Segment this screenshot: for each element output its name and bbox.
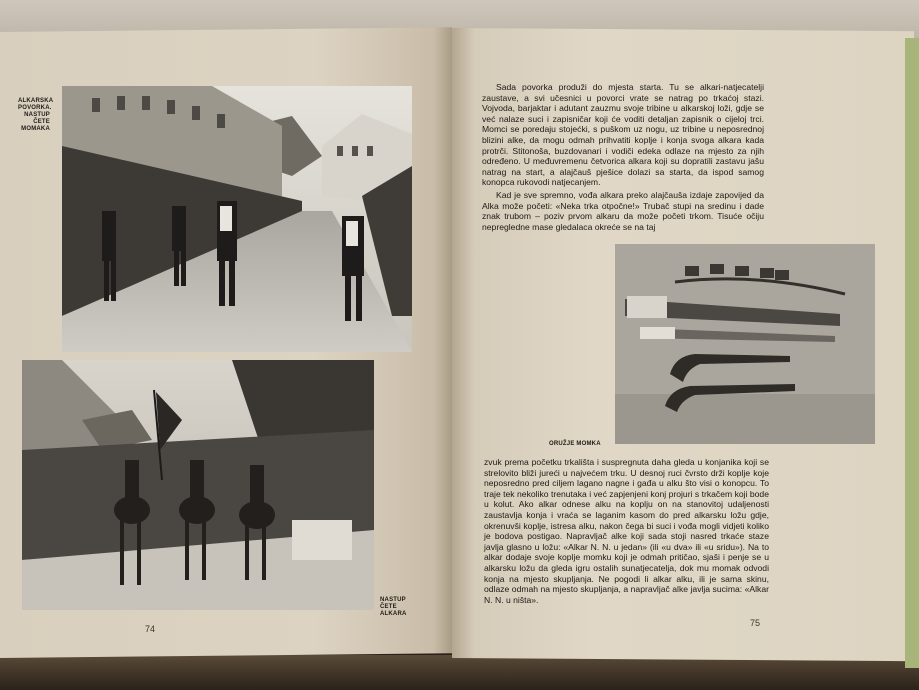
caption-line: NASTUP bbox=[380, 597, 406, 603]
caption-line: NASTUP bbox=[24, 112, 50, 118]
caption-line: ČETE bbox=[380, 604, 397, 610]
caption-nastup-cete-alkara bbox=[380, 597, 420, 618]
text-column-bottom bbox=[484, 457, 769, 605]
caption-line: ALKARSKA bbox=[18, 98, 54, 104]
caption-line: POVORKA. bbox=[18, 105, 52, 111]
paragraph: Kad je sve spremno, vođa alkara preko alajčauša izdaje zapovijed da Alka može početi: «Neka trka otpočne!» Trubač stupi na sredinu i dade znak trubom – poziv prvom alkaru da može početi trkom. Tisuće očiju nepregledne mase gledalaca okreće se na taj bbox=[482, 189, 764, 232]
photo-weapons bbox=[615, 244, 875, 444]
caption-oruzje-momka: ORUŽJE MOMKA bbox=[549, 441, 601, 447]
photo-knights-on-horses bbox=[22, 360, 374, 610]
page-number-left: 74 bbox=[145, 624, 156, 634]
caption-line: ALKARA bbox=[380, 611, 407, 617]
photo-procession-street bbox=[62, 86, 412, 352]
paragraph: Sada povorka produži do mjesta starta. Tu se alkari-natjecatelji zaustave, a svi učesnici u povorci vrate se natrag po trkaćoj stazi. Vojvoda, barjaktar i adutant zauzmu svoje tribine u alkarskoj loži, gdje se već nalaze suci i zapisničar koji će voditi detaljan zapisnik o cijeloj trci. Momci se poredaju stojećki, s puškom uz nogu, uz tribine u neposrednoj blizini alke, da mogu odmah prihvatiti koplje i konja svoga alkara kada protrči. Stitonoša, buzdovanari i vodiči edeka odlaze na mjesto za njih određeno. U međuvremenu četvorica alkara koji su dopratili zastavu jašu natrag na start, a alajčauš pješice dolazi sa starta, da ispod samog konopca rukovodi natjecanjem. bbox=[482, 82, 764, 188]
book-cover-edge bbox=[905, 38, 919, 668]
paragraph: zvuk prema početku trkališta i suspregnuta daha gleda u konjanika koji se strelovito bliži jureći u najvećem trku. U desnoj ruci čvrsto drži koplje koje neposredno pred ciljem lagano nagne i gađa u alku što visi o konopcu. To traje tek nekoliko trenutaka i već zapjenjeni konj projuri s trkačem koji bode u kolut. Ako alkar odnese alku na koplju on na stanovitoj udaljenosti zaustavlja konja i vraća se laganim kasom do pred alkarsku ložu gdje, okrenuvši koplje, istresa alku, nakon čega bi suci i vođa mogli vidjeti koliko je bodova postigao. Napravljač alke koji sada stoji nasred trkaće staze javlja glasno u ložu: «Alkar N. N. u jedan» (ili «u dva» ili «u sridu»). Na to alkar dodaje svoje koplje momku koji je odmah pritičao, sjaši i penje se u alkarsku ložu da gleda igru ostalih sunatjecatelja, dok mu momak odvodi konja na mjesto skupljanja. Ne pogodi li alkar alku, ili je sama skinu, odlaze odmah na mjesto skupljanja, a napravljač alke javlja sucima: «Alkar N. N. u ništa». bbox=[484, 457, 769, 605]
caption-line: ČETE bbox=[33, 119, 50, 125]
caption-line: MOMAKA bbox=[21, 126, 50, 132]
caption-alkarska-povorka bbox=[18, 98, 54, 133]
page-number-right: 75 bbox=[750, 618, 761, 628]
text-column-top bbox=[482, 82, 764, 232]
